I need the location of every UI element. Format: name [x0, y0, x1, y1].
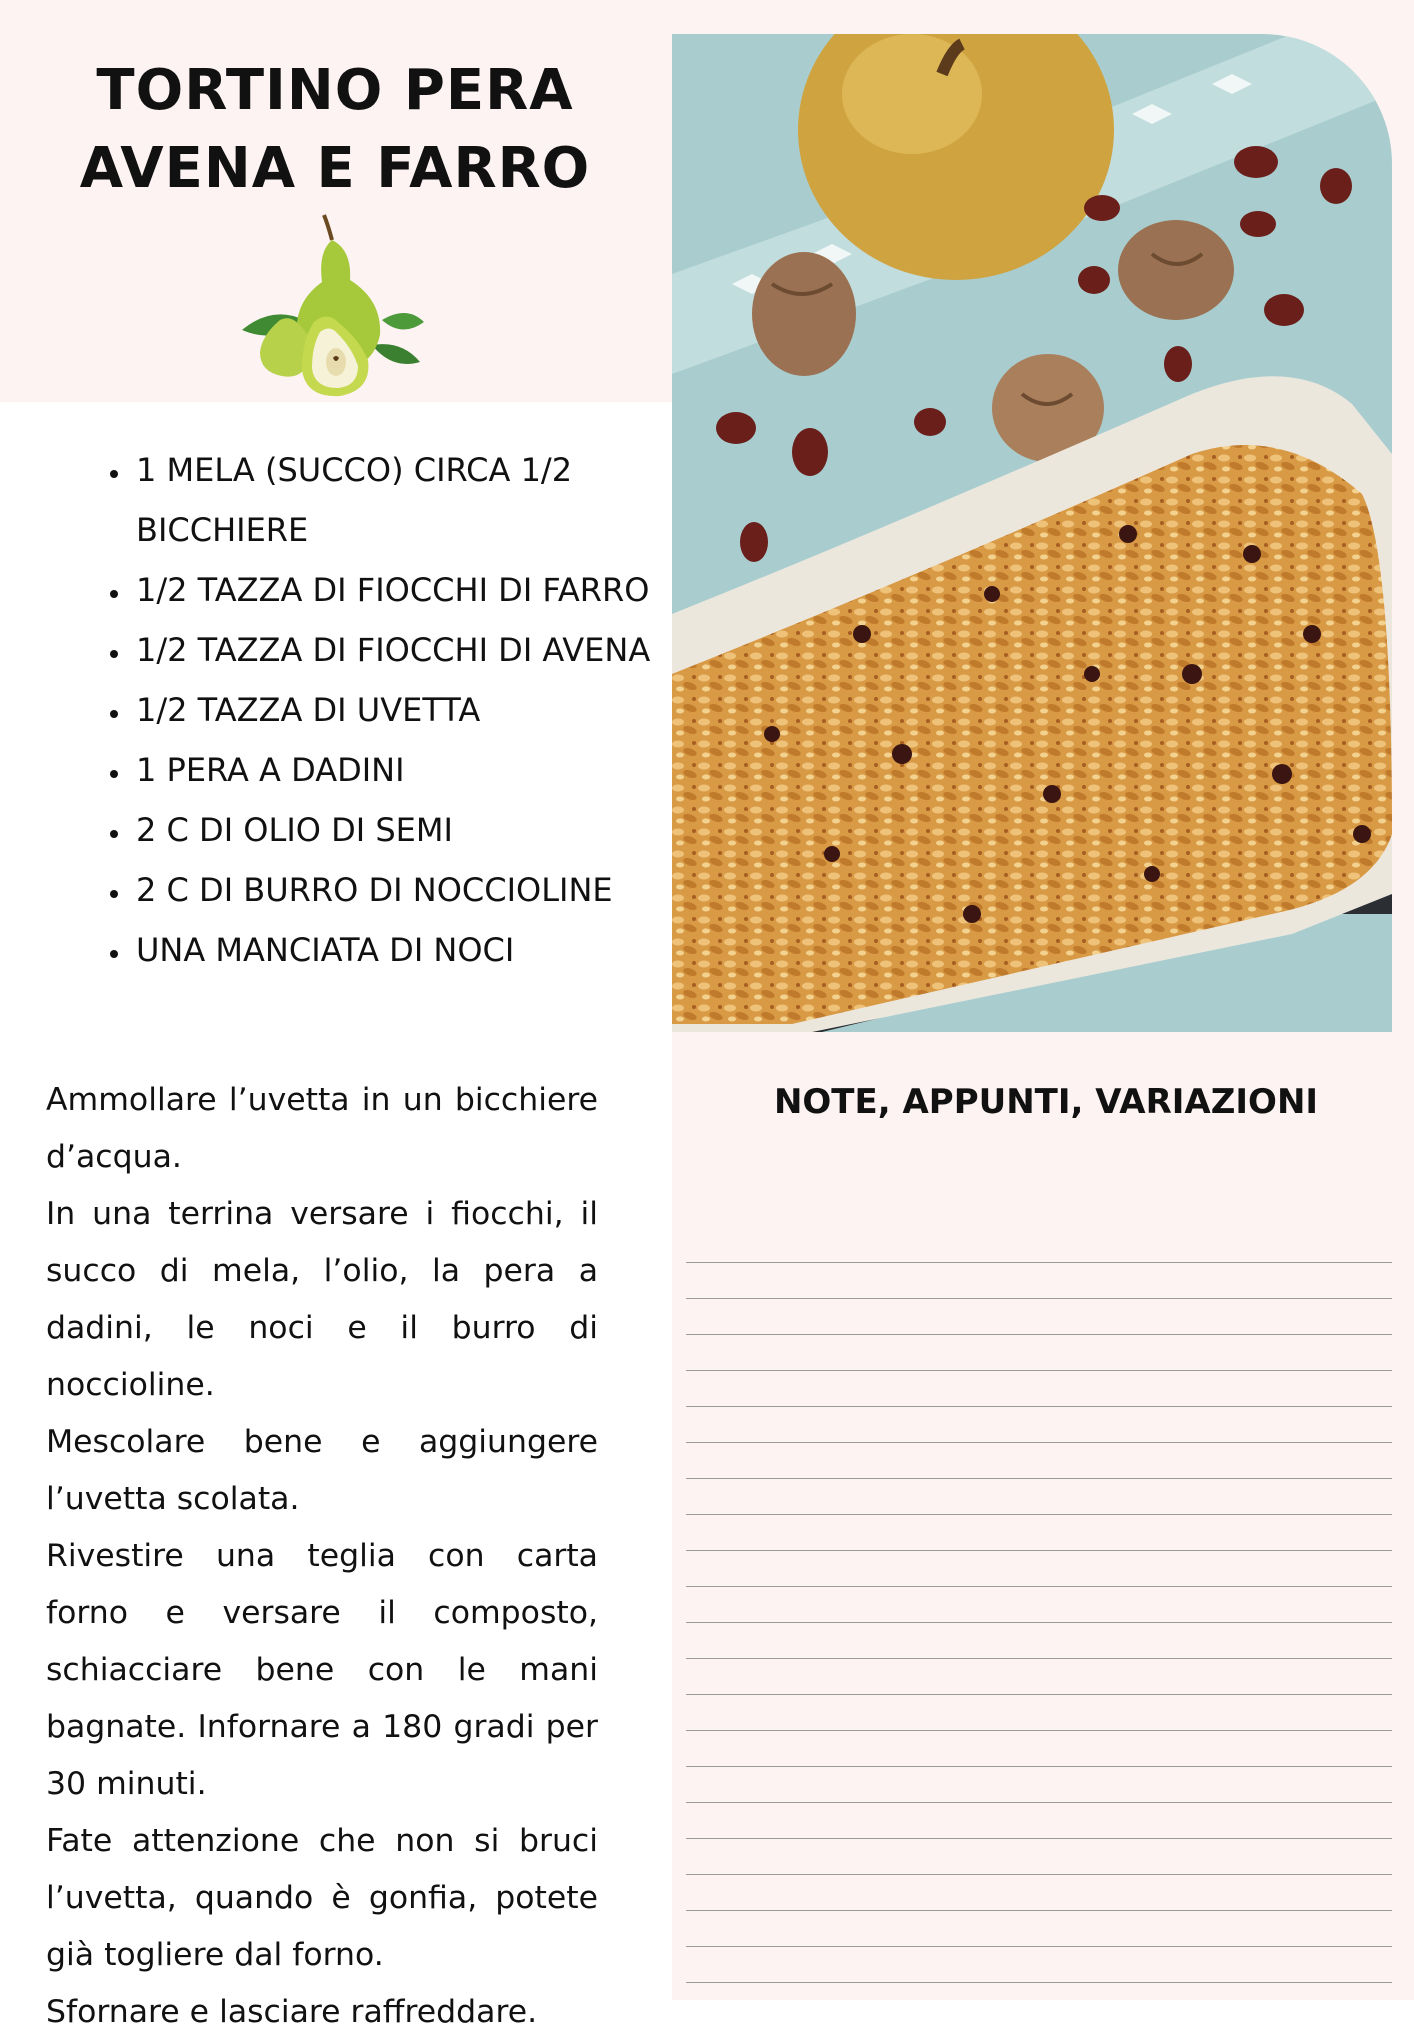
ingredient-item: • 1 MELA (SUCCO) CIRCA 1/2 BICCHIERE	[132, 440, 692, 560]
note-line	[686, 1298, 1392, 1299]
pear-illustration	[232, 210, 428, 400]
note-line	[686, 1730, 1392, 1731]
note-line	[686, 1658, 1392, 1659]
note-line	[686, 1442, 1392, 1443]
note-line	[686, 1838, 1392, 1839]
note-line	[686, 1262, 1392, 1263]
recipe-title-line-2: AVENA E FARRO	[79, 136, 591, 201]
note-line	[686, 1946, 1392, 1947]
recipe-title-line-1: TORTINO PERA	[96, 58, 574, 123]
ingredient-item: • 2 C DI OLIO DI SEMI	[132, 800, 692, 860]
note-line	[686, 1982, 1392, 1983]
procedure-step: Fate attenzione che non si bruci l’uvetta, quando è gonfia, potete già togliere dal forno.	[46, 1823, 598, 1973]
ingredient-item: • 1/2 TAZZA DI FIOCCHI DI AVENA	[132, 620, 692, 680]
notes-ruled-lines	[686, 1262, 1392, 2018]
note-line	[686, 1514, 1392, 1515]
note-line	[686, 1370, 1392, 1371]
ingredient-item: • 2 C DI BURRO DI NOCCIOLINE	[132, 860, 692, 920]
procedure-step: Ammollare l’uvetta in un bicchiere d’acqua.	[46, 1082, 598, 1175]
notes-heading: NOTE, APPUNTI, VARIAZIONI	[773, 1082, 1319, 1122]
note-line	[686, 1586, 1392, 1587]
note-line	[686, 1910, 1392, 1911]
ingredient-item: • UNA MANCIATA DI NOCI	[132, 920, 692, 980]
procedure-text	[46, 1072, 598, 2041]
recipe-title	[40, 52, 630, 208]
note-line	[686, 1802, 1392, 1803]
ingredient-item: • 1/2 TAZZA DI UVETTA	[132, 680, 692, 740]
procedure-step: In una terrina versare i fiocchi, il succo di mela, l’olio, la pera a dadini, le noci e il burro di noccioline.	[46, 1196, 598, 1403]
procedure-step: Mescolare bene e aggiungere l’uvetta scolata.	[46, 1424, 598, 1517]
recipe-photo	[672, 34, 1392, 1032]
procedure-step: Rivestire una teglia con carta forno e versare il composto, schiacciare bene con le mani bagnate. Infornare a 180 gradi per 30 minuti.	[46, 1538, 598, 1802]
note-line	[686, 1874, 1392, 1875]
ingredient-item: • 1/2 TAZZA DI FIOCCHI DI FARRO	[132, 560, 692, 620]
note-line	[686, 1550, 1392, 1551]
ingredients-list	[94, 440, 692, 980]
note-line	[686, 1622, 1392, 1623]
note-line	[686, 1766, 1392, 1767]
procedure-step: Sfornare e lasciare raffreddare.	[46, 1994, 538, 2030]
ingredient-item: • 1 PERA A DADINI	[132, 740, 692, 800]
note-line	[686, 1478, 1392, 1479]
note-line	[686, 1334, 1392, 1335]
note-line	[686, 1406, 1392, 1407]
note-line	[686, 1694, 1392, 1695]
